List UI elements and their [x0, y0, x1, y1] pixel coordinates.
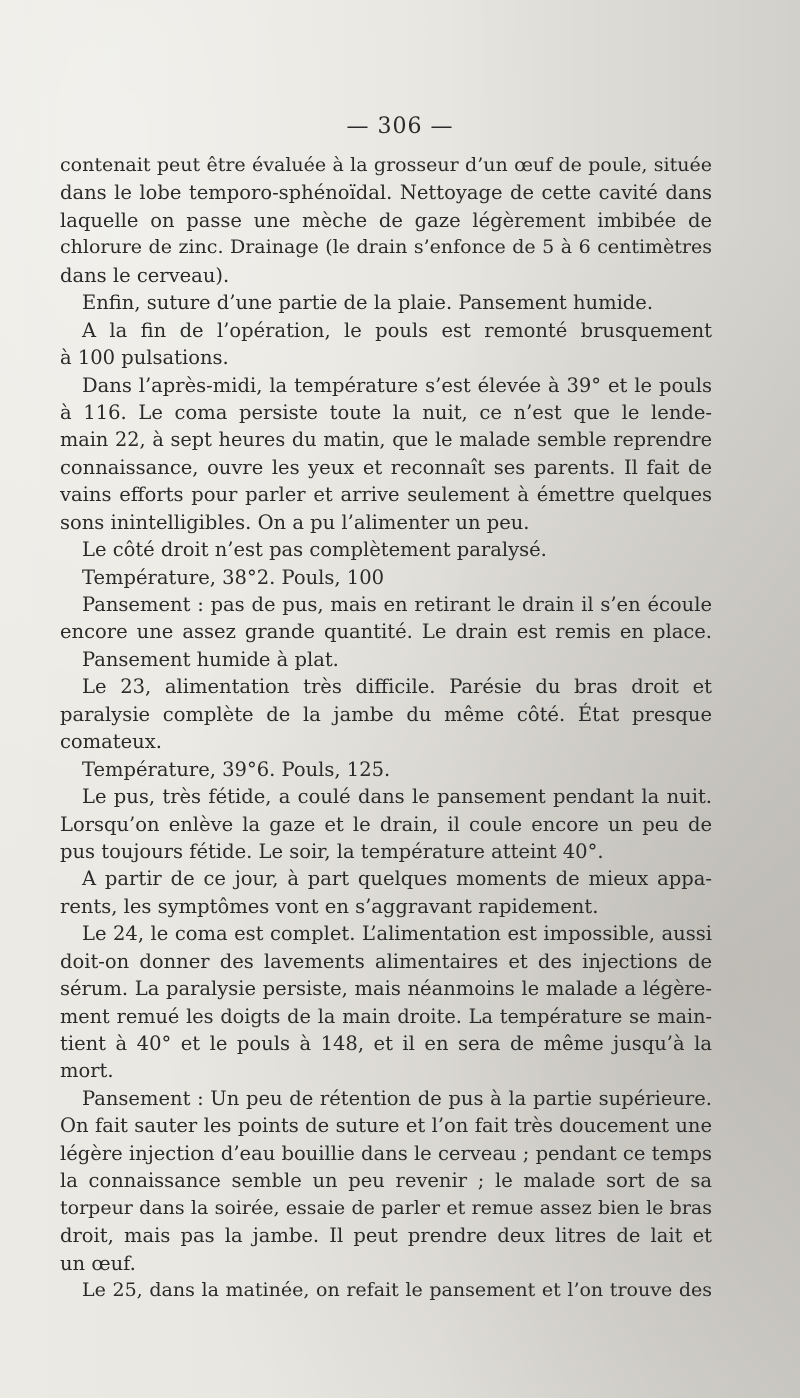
text-line: Le 23, alimentation très difficile. Parésie du bras droit et [82, 675, 712, 699]
text-line: vains efforts pour parler et arrive seulement à émettre quelques [60, 483, 712, 507]
text-line: Le pus, très fétide, a coulé dans le pansement pendant la nuit. [82, 785, 712, 809]
body-text [60, 152, 712, 1304]
text-line: On fait sauter les points de suture et l’on fait très doucement une [60, 1114, 712, 1138]
text-line: Le 24, le coma est complet. L’alimentation est impossible, aussi [82, 922, 712, 946]
text-line: Pansement humide à plat. [82, 647, 339, 671]
text-line: sérum. La paralysie persiste, mais néanmoins le malade a légère- [60, 977, 712, 1001]
text-line: paralysie complète de la jambe du même côté. État presque [60, 702, 712, 726]
text-line: Le côté droit n’est pas complètement paralysé. [82, 538, 547, 562]
text-line: à 116. Le coma persiste toute la nuit, ce n’est que le lende- [60, 400, 712, 424]
text-line: pus toujours fétide. Le soir, la température atteint 40°. [60, 839, 604, 863]
text-line: torpeur dans la soirée, essaie de parler et remue assez bien le bras [60, 1196, 712, 1219]
text-line: tient à 40° et le pouls à 148, et il en sera de même jusqu’à la [60, 1032, 712, 1055]
text-line: Le 25, dans la matinée, on refait le pansement et l’on trouve des [82, 1278, 712, 1301]
page-number: — 306 — [346, 114, 454, 139]
text-line: contenait peut être évaluée à la grosseur d’un œuf de poule, située [60, 154, 712, 176]
text-line: Température, 39°6. Pouls, 125. [82, 757, 391, 781]
text-line: encore une assez grande quantité. Le drain est remis en place. [60, 620, 712, 644]
text-line: main 22, à sept heures du matin, que le malade semble reprendre [60, 428, 712, 452]
text-line: comateux. [60, 730, 162, 754]
text-line: chlorure de zinc. Drainage (le drain s’enfonce de 5 à 6 centimètres [60, 236, 712, 259]
text-line: Pansement : Un peu de rétention de pus à la partie supérieure. [82, 1086, 712, 1110]
text-line: doit-on donner des lavements alimentaires et des injections de [60, 949, 712, 973]
text-line: A la fin de l’opération, le pouls est remonté brusquement [82, 318, 712, 342]
text-line: laquelle on passe une mèche de gaze légèrement imbibée de [60, 208, 712, 232]
text-line: Pansement : pas de pus, mais en retirant le drain il s’en écoule [82, 593, 712, 616]
text-line: la connaissance semble un peu revenir ; le malade sort de sa [60, 1169, 712, 1193]
text-line: Dans l’après-midi, la température s’est élevée à 39° et le pouls [82, 373, 712, 397]
text-line: dans le cerveau). [60, 263, 230, 287]
text-line: rents, les symptômes vont en s’aggravant rapidement. [60, 894, 599, 918]
text-line: légère injection d’eau bouillie dans le cerveau ; pendant ce temps [60, 1141, 712, 1165]
text-line: Température, 38°2. Pouls, 100 [82, 565, 385, 589]
text-line: dans le lobe temporo-sphénoïdal. Nettoyage de cette cavité dans [60, 181, 712, 205]
text-line: ment remué les doigts de la main droite. La température se main- [60, 1004, 712, 1028]
text-line: connaissance, ouvre les yeux et reconnaît ses parents. Il fait de [60, 455, 712, 479]
text-line: sons inintelligibles. On a pu l’alimenter un peu. [60, 510, 530, 534]
text-line: à 100 pulsations. [60, 346, 229, 370]
text-line: mort. [60, 1059, 114, 1083]
text-line: Lorsqu’on enlève la gaze et le drain, il coule encore un peu de [60, 812, 712, 836]
text-line: Enfin, suture d’une partie de la plaie. Pansement humide. [82, 291, 654, 315]
text-line: droit, mais pas la jambe. Il peut prendre deux litres de lait et [60, 1224, 712, 1248]
text-line: A partir de ce jour, à part quelques moments de mieux appa- [82, 867, 712, 891]
text-line: un œuf. [60, 1251, 136, 1275]
